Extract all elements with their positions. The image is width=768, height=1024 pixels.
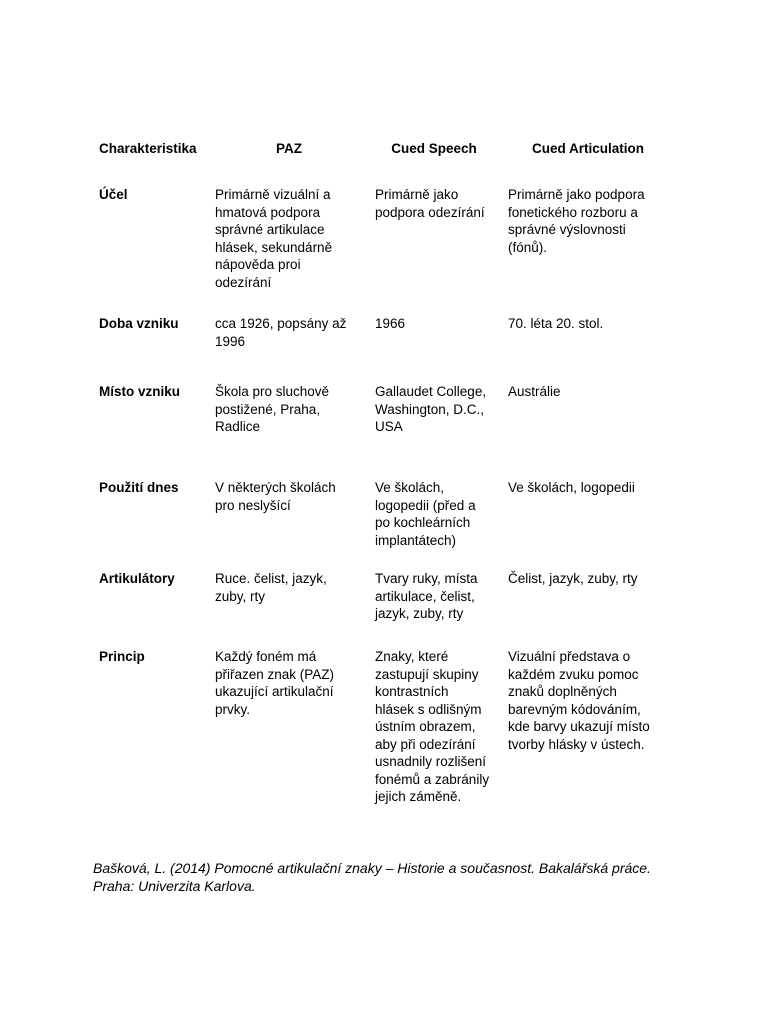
cell-pouziti-dnes-paz: V některých školách pro neslyšící xyxy=(215,480,336,513)
row-label-misto-vzniku: Místo vzniku xyxy=(99,384,181,399)
cell-princip-cued-articulation: Vizuální představa o každém zvuku pomoc znaků doplněných barevným kódováním, kde barvy ukazují místo tvorby hlásky v ústech. xyxy=(508,649,650,752)
header-cued-articulation: Cued Articulation xyxy=(531,141,644,156)
row-label-ucel: Účel xyxy=(99,187,128,202)
cell-artikulatory-cued-articulation: Čelist, jazyk, zuby, rty xyxy=(508,571,638,586)
row-label-doba-vzniku: Doba vzniku xyxy=(99,316,179,331)
cell-misto-vzniku-cued-articulation: Austrálie xyxy=(508,384,561,399)
row-label-pouziti-dnes: Použití dnes xyxy=(99,480,179,495)
row-label-artikulatory: Artikulátory xyxy=(99,571,175,586)
cell-misto-vzniku-paz: Škola pro sluchově postižené, Praha, Radlice xyxy=(215,384,330,434)
cell-ucel-cued-articulation: Primárně jako podpora fonetického rozboru a správné výslovnosti (fónů). xyxy=(508,187,645,255)
cell-artikulatory-paz: Ruce. čelist, jazyk, zuby, rty xyxy=(215,571,327,604)
citation: Bašková, L. (2014) Pomocné artikulační znaky – Historie a současnost. Bakalářská práce. Praha: Univerzita Karlova. xyxy=(93,860,651,894)
cell-doba-vzniku-cued-speech: 1966 xyxy=(375,316,406,331)
header-charakteristika: Charakteristika xyxy=(99,141,197,156)
cell-artikulatory-cued-speech: Tvary ruky, místa artikulace, čelist, jazyk, zuby, rty xyxy=(375,571,478,621)
cell-doba-vzniku-paz: cca 1926, popsány až 1996 xyxy=(215,316,347,349)
cell-ucel-cued-speech: Primárně jako podpora odezírání xyxy=(375,187,485,220)
header-cued-speech: Cued Speech xyxy=(391,141,477,156)
cell-ucel-paz: Primárně vizuální a hmatová podpora správné artikulace hlásek, sekundárně nápověda proi odezírání xyxy=(215,187,333,290)
cell-doba-vzniku-cued-articulation: 70. léta 20. stol. xyxy=(508,316,604,331)
row-label-princip: Princip xyxy=(99,649,145,664)
cell-pouziti-dnes-cued-speech: Ve školách, logopedii (před a po kochleárních implantátech) xyxy=(375,480,476,548)
cell-misto-vzniku-cued-speech: Gallaudet College, Washington, D.C., USA xyxy=(375,384,487,434)
cell-pouziti-dnes-cued-articulation: Ve školách, logopedii xyxy=(508,480,635,495)
cell-princip-cued-speech: Znaky, které zastupují skupiny kontrastních hlásek s odlišným ústním obrazem, aby při odezírání usnadnily rozlišení fonémů a zabránily jejich záměně. xyxy=(375,649,490,804)
cell-princip-paz: Každý foném má přiřazen znak (PAZ) ukazující artikulační prvky. xyxy=(215,649,335,717)
header-paz: PAZ xyxy=(276,141,302,156)
